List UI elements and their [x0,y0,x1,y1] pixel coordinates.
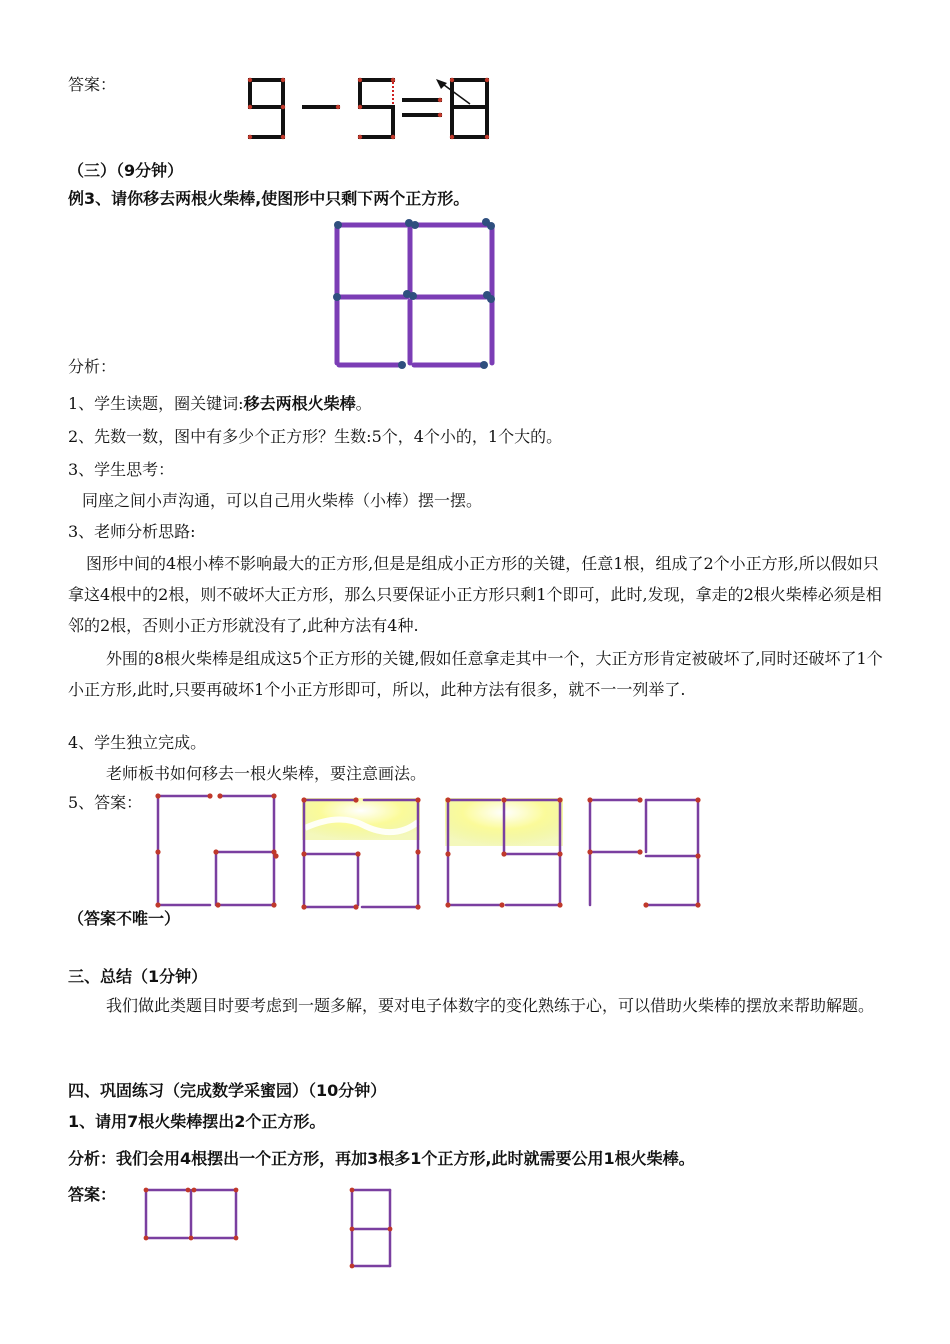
step-1-keyword: 移去两根火柴棒 [243,394,356,413]
step-5-answer-label: 5、答案： [68,793,143,812]
step-3: 3、学生思考： [68,460,175,479]
four-square-grid-figure [332,215,502,370]
answer-figures [150,790,710,915]
summary-text: 我们做此类题目时要考虑到一题多解，要对电子体数字的变化熟练于心，可以借助火柴棒的摆放来帮助解题。 [106,996,875,1015]
section3-heading: （三）（9分钟） [68,161,184,180]
step-2: 2、先数一数，图中有多少个正方形？生数:5个，4个小的，1个大的。 [68,427,563,446]
answer-not-unique: （答案不唯一） [68,909,181,928]
practice-heading: 四、巩固练习（完成数学采蜜园）（10分钟） [68,1081,387,1100]
step-4: 4、学生独立完成。 [68,733,207,752]
example3-title: 例3、请你移去两根火柴棒,使图形中只剩下两个正方形。 [68,189,470,208]
step-3-note: 同座之间小声沟通，可以自己用火柴棒（小棒）摆一摆。 [82,491,483,510]
step-1 [68,393,372,415]
practice-answer-label: 答案： [68,1185,117,1204]
step-1-suffix: 。 [355,394,372,413]
practice-analysis: 分析：我们会用4根摆出一个正方形，再加3根多1个正方形,此时就需要公用1根火柴棒。 [68,1149,695,1168]
analysis-paragraph-1: 图形中间的4根小棒不影响最大的正方形,但是是组成小正方形的关键，任意1根，组成了2个小正方形,所以假如只拿这4根中的2根，则不破坏大正方形，那么只要保证小正方形只剩1个即可，此时,发现，拿走的2根火柴棒必须是相邻的2根，否则小正方形就没有了,此种方法有4种. [68,554,882,635]
top-answer-label: 答案： [68,75,117,94]
step-3b: 3、老师分析思路: [68,522,196,541]
analysis-paragraph-2: 外围的8根火柴棒是组成这5个正方形的关键,假如任意拿走其中一个，大正方形肯定被破坏了,同时还破坏了1个小正方形,此时,只要再破坏1个小正方形即可，所以，此种方法有很多，就不一一列举了. [68,649,883,699]
practice-question-1: 1、请用7根火柴棒摆出2个正方形。 [68,1112,326,1131]
practice-answer-figures [140,1182,420,1277]
analysis-label: 分析： [68,357,117,376]
step-4-note: 老师板书如何移去一根火柴棒，要注意画法。 [106,764,427,783]
step-1-text: 1、学生读题，圈关键词: [68,394,244,413]
summary-heading: 三、总结（1分钟） [68,967,208,986]
